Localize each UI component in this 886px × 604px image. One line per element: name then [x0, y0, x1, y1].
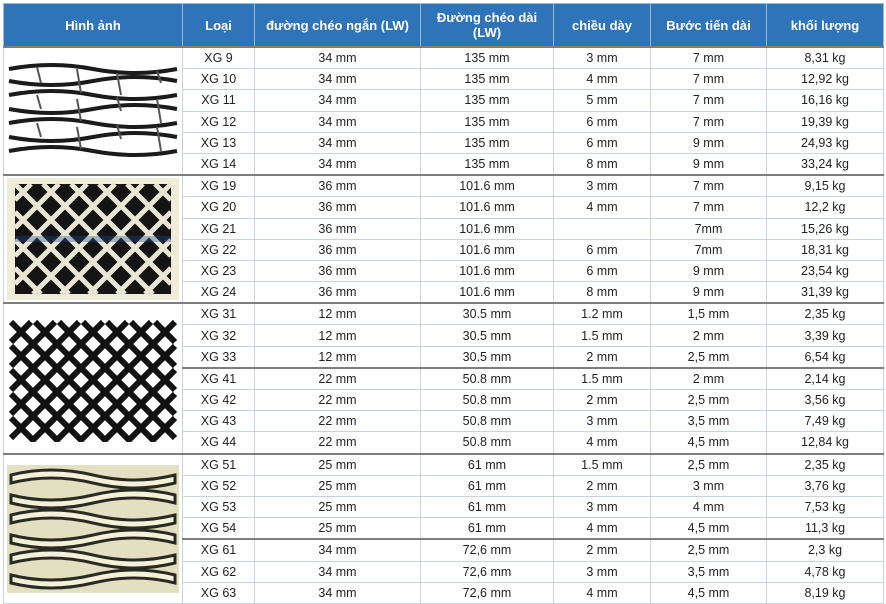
long-diagonal-cell: 101.6 mm	[421, 239, 554, 260]
type-cell: XG 31	[183, 303, 255, 325]
long-diagonal-cell: 30.5 mm	[421, 303, 554, 325]
short-diagonal-cell: 12 mm	[255, 325, 421, 346]
strand-width-cell: 4,5 mm	[651, 518, 767, 540]
long-diagonal-cell: 61 mm	[421, 518, 554, 540]
thickness-cell: 3 mm	[554, 496, 651, 517]
type-cell: XG 44	[183, 432, 255, 454]
thickness-cell: 3 mm	[554, 411, 651, 432]
long-diagonal-cell: 61 mm	[421, 454, 554, 476]
weight-cell: 15,26 kg	[767, 218, 884, 239]
short-diagonal-cell: 36 mm	[255, 260, 421, 281]
long-diagonal-cell: 135 mm	[421, 132, 554, 153]
long-diagonal-cell: 50.8 mm	[421, 390, 554, 411]
long-diagonal-cell: 135 mm	[421, 153, 554, 175]
header-image: Hình ảnh	[4, 4, 183, 48]
short-diagonal-cell: 36 mm	[255, 197, 421, 218]
type-cell: XG 20	[183, 197, 255, 218]
type-cell: XG 52	[183, 475, 255, 496]
thickness-cell: 1.5 mm	[554, 368, 651, 390]
short-diagonal-cell: 22 mm	[255, 390, 421, 411]
thickness-cell: 4 mm	[554, 69, 651, 90]
long-diagonal-cell: 135 mm	[421, 111, 554, 132]
thickness-cell: 4 mm	[554, 582, 651, 603]
short-diagonal-cell: 25 mm	[255, 454, 421, 476]
thickness-cell: 2 mm	[554, 346, 651, 368]
short-diagonal-cell: 34 mm	[255, 111, 421, 132]
strand-width-cell: 4,5 mm	[651, 432, 767, 454]
long-diagonal-cell: 61 mm	[421, 496, 554, 517]
strand-width-cell: 7 mm	[651, 90, 767, 111]
thickness-cell: 1.5 mm	[554, 325, 651, 346]
thickness-cell: 4 mm	[554, 432, 651, 454]
diamond-mesh-icon	[4, 175, 183, 303]
thickness-cell: 1.2 mm	[554, 303, 651, 325]
type-cell: XG 63	[183, 582, 255, 603]
short-diagonal-cell: 34 mm	[255, 47, 421, 69]
strand-width-cell: 3 mm	[651, 475, 767, 496]
strand-width-cell: 9 mm	[651, 132, 767, 153]
header-strand-width: Bước tiến dài	[651, 4, 767, 48]
thickness-cell	[554, 218, 651, 239]
long-diagonal-cell: 135 mm	[421, 90, 554, 111]
table-row	[4, 47, 884, 69]
long-diagonal-cell: 50.8 mm	[421, 411, 554, 432]
strand-width-cell: 7 mm	[651, 175, 767, 197]
header-thickness: chiều dày	[554, 4, 651, 48]
weight-cell: 11,3 kg	[767, 518, 884, 540]
weight-cell: 9,15 kg	[767, 175, 884, 197]
table-row	[4, 175, 884, 197]
weight-cell: 16,16 kg	[767, 90, 884, 111]
short-diagonal-cell: 12 mm	[255, 303, 421, 325]
type-cell: XG 9	[183, 47, 255, 69]
weight-cell: 18,31 kg	[767, 239, 884, 260]
weight-cell: 6,54 kg	[767, 346, 884, 368]
table-body	[4, 47, 884, 603]
strand-width-cell: 3,5 mm	[651, 411, 767, 432]
type-cell: XG 19	[183, 175, 255, 197]
weight-cell: 8,31 kg	[767, 47, 884, 69]
strand-width-cell: 9 mm	[651, 282, 767, 304]
short-diagonal-cell: 22 mm	[255, 368, 421, 390]
thickness-cell: 6 mm	[554, 260, 651, 281]
spec-table	[3, 3, 884, 604]
type-cell: XG 54	[183, 518, 255, 540]
weight-cell: 2,3 kg	[767, 539, 884, 561]
thickness-cell: 2 mm	[554, 390, 651, 411]
header-row	[4, 4, 884, 48]
strand-width-cell: 2,5 mm	[651, 454, 767, 476]
header-weight: khối lượng	[767, 4, 884, 48]
type-cell: XG 13	[183, 132, 255, 153]
thickness-cell: 2 mm	[554, 539, 651, 561]
small-diamond-mesh-icon	[4, 303, 183, 453]
strand-width-cell: 7mm	[651, 218, 767, 239]
long-diagonal-cell: 30.5 mm	[421, 346, 554, 368]
type-cell: XG 22	[183, 239, 255, 260]
weight-cell: 19,39 kg	[767, 111, 884, 132]
thickness-cell: 3 mm	[554, 561, 651, 582]
short-diagonal-cell: 25 mm	[255, 518, 421, 540]
thickness-cell: 6 mm	[554, 132, 651, 153]
weight-cell: 7,53 kg	[767, 496, 884, 517]
thickness-cell: 5 mm	[554, 90, 651, 111]
thickness-cell: 8 mm	[554, 153, 651, 175]
short-diagonal-cell: 12 mm	[255, 346, 421, 368]
short-diagonal-cell: 34 mm	[255, 561, 421, 582]
long-diagonal-cell: 101.6 mm	[421, 260, 554, 281]
type-cell: XG 24	[183, 282, 255, 304]
beige-flat-mesh-icon	[4, 454, 183, 604]
short-diagonal-cell: 25 mm	[255, 475, 421, 496]
type-cell: XG 61	[183, 539, 255, 561]
short-diagonal-cell: 22 mm	[255, 411, 421, 432]
thickness-cell: 2 mm	[554, 475, 651, 496]
long-diagonal-cell: 101.6 mm	[421, 175, 554, 197]
long-diagonal-cell: 101.6 mm	[421, 282, 554, 304]
long-diagonal-cell: 30.5 mm	[421, 325, 554, 346]
short-diagonal-cell: 36 mm	[255, 175, 421, 197]
short-diagonal-cell: 36 mm	[255, 218, 421, 239]
weight-cell: 3,76 kg	[767, 475, 884, 496]
thickness-cell: 6 mm	[554, 239, 651, 260]
short-diagonal-cell: 34 mm	[255, 153, 421, 175]
weight-cell: 12,84 kg	[767, 432, 884, 454]
long-diagonal-cell: 135 mm	[421, 47, 554, 69]
thickness-cell: 3 mm	[554, 47, 651, 69]
type-cell: XG 14	[183, 153, 255, 175]
strand-width-cell: 2 mm	[651, 325, 767, 346]
thickness-cell: 6 mm	[554, 111, 651, 132]
type-cell: XG 12	[183, 111, 255, 132]
type-cell: XG 41	[183, 368, 255, 390]
strand-width-cell: 7mm	[651, 239, 767, 260]
strand-width-cell: 2 mm	[651, 368, 767, 390]
weight-cell: 7,49 kg	[767, 411, 884, 432]
strand-width-cell: 4 mm	[651, 496, 767, 517]
thickness-cell: 4 mm	[554, 197, 651, 218]
weight-cell: 24,93 kg	[767, 132, 884, 153]
strand-width-cell: 3,5 mm	[651, 561, 767, 582]
type-cell: XG 33	[183, 346, 255, 368]
type-cell: XG 21	[183, 218, 255, 239]
short-diagonal-cell: 34 mm	[255, 582, 421, 603]
weight-cell: 31,39 kg	[767, 282, 884, 304]
table-row	[4, 454, 884, 476]
header-long-diagonal: Đường chéo dài (LW)	[421, 4, 554, 48]
short-diagonal-cell: 36 mm	[255, 239, 421, 260]
long-diagonal-cell: 101.6 mm	[421, 218, 554, 239]
short-diagonal-cell: 34 mm	[255, 539, 421, 561]
strand-width-cell: 2,5 mm	[651, 390, 767, 411]
strand-width-cell: 7 mm	[651, 69, 767, 90]
short-diagonal-cell: 34 mm	[255, 90, 421, 111]
weight-cell: 3,56 kg	[767, 390, 884, 411]
weight-cell: 2,35 kg	[767, 303, 884, 325]
long-diagonal-cell: 72,6 mm	[421, 561, 554, 582]
weight-cell: 23,54 kg	[767, 260, 884, 281]
table-row	[4, 303, 884, 325]
strand-width-cell: 4,5 mm	[651, 582, 767, 603]
long-diagonal-cell: 61 mm	[421, 475, 554, 496]
type-cell: XG 10	[183, 69, 255, 90]
weight-cell: 12,92 kg	[767, 69, 884, 90]
type-cell: XG 51	[183, 454, 255, 476]
short-diagonal-cell: 34 mm	[255, 132, 421, 153]
wide-flat-mesh-icon	[4, 47, 183, 175]
short-diagonal-cell: 25 mm	[255, 496, 421, 517]
strand-width-cell: 9 mm	[651, 260, 767, 281]
strand-width-cell: 2,5 mm	[651, 539, 767, 561]
weight-cell: 2,14 kg	[767, 368, 884, 390]
weight-cell: 12,2 kg	[767, 197, 884, 218]
weight-cell: 3,39 kg	[767, 325, 884, 346]
strand-width-cell: 2,5 mm	[651, 346, 767, 368]
strand-width-cell: 7 mm	[651, 47, 767, 69]
long-diagonal-cell: 50.8 mm	[421, 368, 554, 390]
type-cell: XG 11	[183, 90, 255, 111]
type-cell: XG 43	[183, 411, 255, 432]
thickness-cell: 1.5 mm	[554, 454, 651, 476]
long-diagonal-cell: 101.6 mm	[421, 197, 554, 218]
weight-cell: 33,24 kg	[767, 153, 884, 175]
thickness-cell: 4 mm	[554, 518, 651, 540]
long-diagonal-cell: 50.8 mm	[421, 432, 554, 454]
strand-width-cell: 7 mm	[651, 197, 767, 218]
long-diagonal-cell: 72,6 mm	[421, 582, 554, 603]
long-diagonal-cell: 135 mm	[421, 69, 554, 90]
weight-cell: 4,78 kg	[767, 561, 884, 582]
type-cell: XG 32	[183, 325, 255, 346]
weight-cell: 2,35 kg	[767, 454, 884, 476]
weight-cell: 8,19 kg	[767, 582, 884, 603]
strand-width-cell: 1,5 mm	[651, 303, 767, 325]
type-cell: XG 53	[183, 496, 255, 517]
strand-width-cell: 7 mm	[651, 111, 767, 132]
thickness-cell: 8 mm	[554, 282, 651, 304]
header-type: Loại	[183, 4, 255, 48]
thickness-cell: 3 mm	[554, 175, 651, 197]
short-diagonal-cell: 36 mm	[255, 282, 421, 304]
type-cell: XG 42	[183, 390, 255, 411]
long-diagonal-cell: 72,6 mm	[421, 539, 554, 561]
short-diagonal-cell: 22 mm	[255, 432, 421, 454]
type-cell: XG 62	[183, 561, 255, 582]
type-cell: XG 23	[183, 260, 255, 281]
short-diagonal-cell: 34 mm	[255, 69, 421, 90]
strand-width-cell: 9 mm	[651, 153, 767, 175]
header-short-diagonal: đường chéo ngắn (LW)	[255, 4, 421, 48]
